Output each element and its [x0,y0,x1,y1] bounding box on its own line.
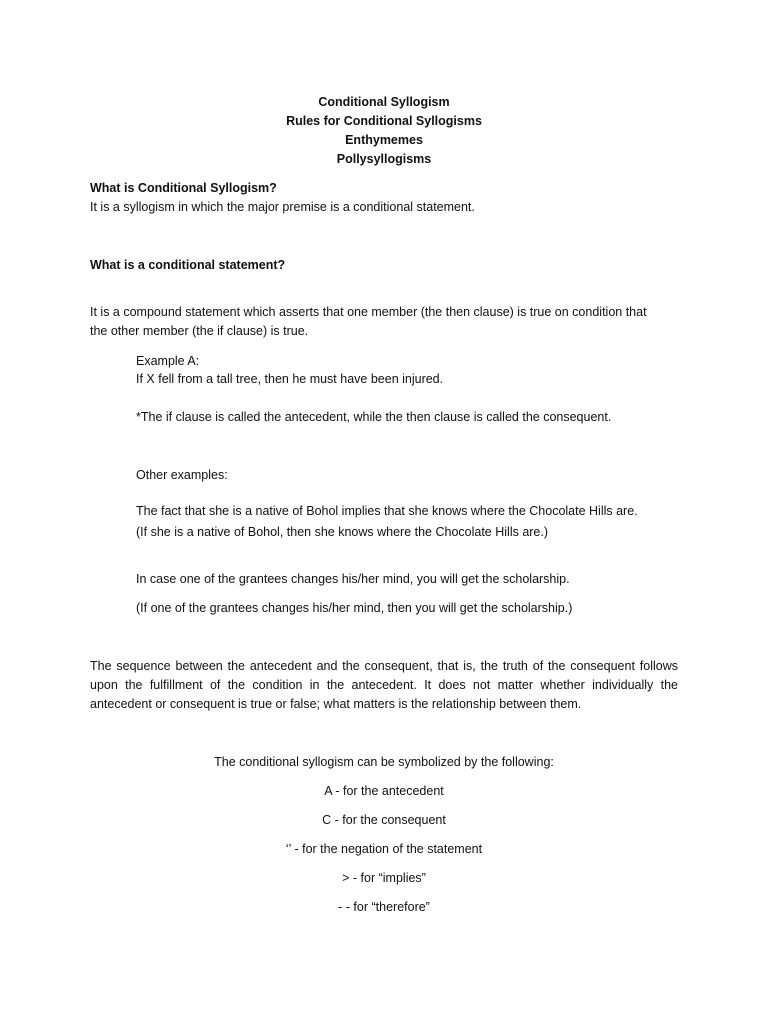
other-example-1-line-2: (If she is a native of Bohol, then she knows where the Chocolate Hills are.) [136,525,549,539]
other-example-1-line-1: The fact that she is a native of Bohol implies that she knows where the Chocolate Hills are. [136,504,638,518]
question-1-heading: What is Conditional Syllogism? [90,181,277,195]
question-2-answer-line-1: It is a compound statement which asserts that one member (the then clause) is true on condition that [90,305,647,319]
other-example-2-line-1: In case one of the grantees changes his/her mind, you will get the scholarship. [136,572,570,586]
symbol-item-negation: ‘’ - for the negation of the statement [285,842,483,856]
sequence-paragraph: The sequence between the antecedent and the consequent, that is, the truth of the consequent follows upon the fulfillment of the condition in the antecedent. It does not matter whether individually the antecedent or consequent is true or false; what matters is the relationship between them. [90,659,678,711]
symbols-intro: The conditional syllogism can be symbolized by the following: [214,755,554,769]
doc-title-line-4: Pollysyllogisms [336,152,432,166]
doc-title-line-2: Rules for Conditional Syllogisms [286,114,482,128]
other-examples-label: Other examples: [136,468,228,482]
symbol-item-therefore: - - for “therefore” [338,900,430,914]
question-2-answer-line-2: the other member (the if clause) is true. [90,324,309,338]
question-2-heading: What is a conditional statement? [90,258,286,272]
example-a-note: *The if clause is called the antecedent, while the then clause is called the consequent. [136,410,612,424]
other-example-2-line-2: (If one of the grantees changes his/her mind, then you will get the scholarship.) [136,601,573,615]
question-1-answer: It is a syllogism in which the major premise is a conditional statement. [90,200,475,214]
doc-title-line-3: Enthymemes [345,133,423,147]
symbol-item-implies: > - for “implies” [342,871,426,885]
symbol-item-consequent: C - for the consequent [322,813,446,827]
example-a-label: Example A: [136,354,200,368]
doc-title-line-1: Conditional Syllogism [318,95,450,109]
example-a-text: If X fell from a tall tree, then he must have been injured. [136,372,444,386]
symbol-item-antecedent: A - for the antecedent [324,784,444,798]
